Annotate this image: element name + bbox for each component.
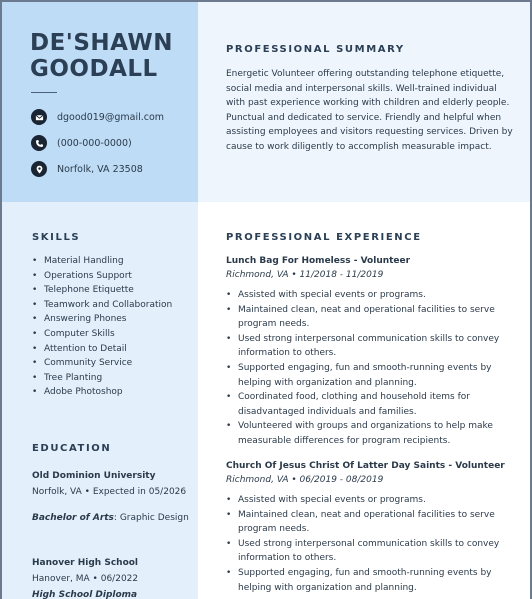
name-divider: [31, 92, 57, 93]
job-entry: [226, 254, 516, 449]
list-item: • Assisted with special events or programs.: [226, 493, 516, 508]
mail-icon: [31, 109, 47, 125]
location-pin-icon: [31, 161, 47, 177]
summary-heading: PROFESSIONAL SUMMARY: [226, 44, 405, 55]
list-item: • Assisted with special events or programs.: [226, 288, 516, 303]
job-meta: Richmond, VA • 06/2019 - 08/2019: [226, 475, 384, 485]
list-item: • Coordinated food, clothing and household items for disadvantaged individuals and families.: [226, 390, 516, 419]
list-item: • Tree Planting: [32, 371, 194, 386]
job-title: Lunch Bag For Homeless - Volunteer: [226, 256, 411, 266]
list-item: • Adobe Photoshop: [32, 385, 194, 400]
school-name: Old Dominion University: [32, 471, 156, 481]
summary-text: Energetic Volunteer offering outstanding telephone etiquette, social media and interpersonal skills. Well-trained individual with past experience working with children and elderly people. Punctual and dedicated to service. Friendly and helpful when assisting employees and visitors requesting services. Driven by cause to work diligently to accomplish measurable impact.: [226, 69, 513, 152]
contact-email[interactable]: [31, 109, 164, 125]
skills-list: [32, 254, 194, 400]
school-location-date: Hanover, MA • 06/2022: [32, 574, 139, 584]
education-heading: EDUCATION: [32, 443, 112, 454]
list-item: • Community Service: [32, 356, 194, 371]
location-text: Norfolk, VA 23508: [57, 163, 143, 175]
list-item: • Maintained clean, neat and operational facilities to serve program needs.: [226, 303, 516, 332]
candidate-name: [30, 30, 198, 82]
job-bullets: [226, 288, 516, 449]
list-item: • Operations Support: [32, 269, 194, 284]
job-meta: Richmond, VA • 11/2018 - 11/2019: [226, 270, 384, 280]
degree-name: Bachelor of Arts: [32, 513, 114, 523]
list-item: • Volunteered with groups and organizations to help make measurable differences for program recipients.: [226, 419, 516, 448]
name-last: GOODALL: [30, 56, 158, 82]
list-item: • Used strong interpersonal communication skills to convey information to others.: [226, 332, 516, 361]
degree-name: High School Diploma: [32, 590, 138, 599]
degree-field: : Graphic Design: [113, 513, 189, 523]
contact-phone[interactable]: [31, 135, 132, 151]
job-entry: [226, 459, 516, 595]
email-text: dgood019@gmail.com: [57, 111, 165, 123]
contact-location: [31, 161, 143, 177]
list-item: • Material Handling: [32, 254, 194, 269]
list-item: • Attention to Detail: [32, 342, 194, 357]
phone-text: (000-000-0000): [57, 137, 132, 149]
list-item: • Supported engaging, fun and smooth-running events by helping with organization and planning.: [226, 361, 516, 390]
experience-heading: PROFESSIONAL EXPERIENCE: [226, 232, 422, 243]
education-entry: [32, 468, 192, 526]
list-item: • Maintained clean, neat and operational facilities to serve program needs.: [226, 508, 516, 537]
degree-line: [32, 510, 192, 526]
list-item: • Answering Phones: [32, 312, 194, 327]
skills-heading: SKILLS: [32, 232, 81, 243]
school-location-date: Norfolk, VA • Expected in 05/2026: [32, 487, 187, 497]
job-bullets: [226, 493, 516, 595]
list-item: • Telephone Etiquette: [32, 283, 194, 298]
phone-icon: [31, 135, 47, 151]
list-item: • Used strong interpersonal communication skills to convey information to others.: [226, 537, 516, 566]
list-item: • Supported engaging, fun and smooth-running events by helping with organization and planning.: [226, 566, 516, 595]
list-item: • Computer Skills: [32, 327, 194, 342]
education-entry: [32, 555, 192, 599]
list-item: • Teamwork and Collaboration: [32, 298, 194, 313]
job-title: Church Of Jesus Christ Of Latter Day Saints - Volunteer: [226, 461, 505, 471]
name-first: DE'SHAWN: [30, 30, 174, 56]
school-name: Hanover High School: [32, 558, 139, 568]
